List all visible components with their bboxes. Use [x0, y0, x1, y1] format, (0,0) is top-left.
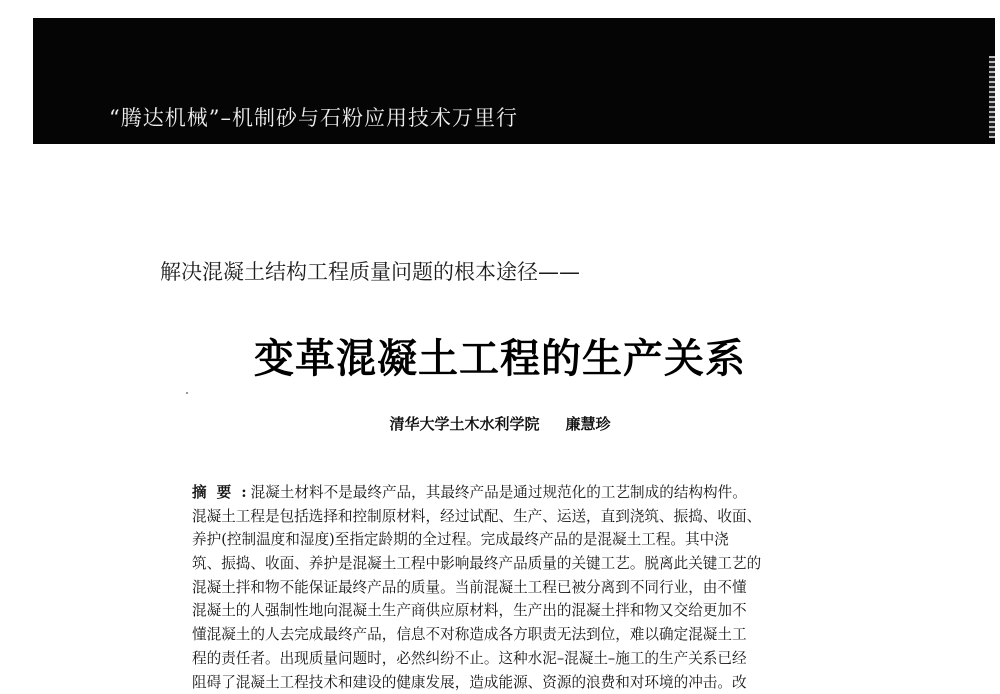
abstract-line: 养护(控制温度和湿度)至指定龄期的全过程。完成最终产品的是混凝土工程。其中浇: [192, 528, 810, 552]
scan-speck: [186, 392, 188, 394]
article-title: 变革混凝土工程的生产关系: [0, 327, 1000, 384]
abstract-line: [192, 481, 810, 505]
abstract-colon: :: [241, 484, 246, 501]
abstract-line: 混凝土拌和物不能保证最终产品的质量。当前混凝土工程已被分离到不同行业，由不懂: [192, 576, 810, 600]
abstract-line: 筑、振捣、收面、养护是混凝土工程中影响最终产品质量的关键工艺。脱离此关键工艺的: [192, 552, 810, 576]
author-name: 廉慧珍: [566, 415, 611, 433]
author-affiliation: 清华大学土木水利学院: [389, 415, 539, 433]
abstract: [192, 481, 810, 694]
scan-edge-artifact: [989, 56, 995, 138]
abstract-line: 阻碍了混凝土工程技术和建设的健康发展，造成能源、资源的浪费和对环境的冲击。改: [192, 671, 810, 694]
abstract-line: 混凝土工程是包括选择和控制原材料，经过试配、生产、运送，直到浇筑、振捣、收面、: [192, 505, 810, 529]
article-subtitle: 解决混凝土结构工程质量问题的根本途径——: [160, 256, 580, 286]
abstract-text: 混凝土材料不是最终产品，其最终产品是通过规范化的工艺制成的结构构件。: [251, 484, 747, 501]
abstract-line: 程的责任者。出现质量问题时，必然纠纷不止。这种水泥–混凝土–施工的生产关系已经: [192, 647, 810, 671]
header-banner: [33, 18, 995, 144]
banner-title: “腾达机械”–机制砂与石粉应用技术万里行: [109, 102, 518, 132]
abstract-line: 懂混凝土的人去完成最终产品，信息不对称造成各方职责无法到位，难以确定混凝土工: [192, 623, 810, 647]
abstract-label: 摘要: [192, 484, 241, 501]
author-line: [0, 413, 1000, 434]
abstract-line: 混凝土的人强制性地向混凝土生产商供应原材料，生产出的混凝土拌和物又交给更加不: [192, 599, 810, 623]
